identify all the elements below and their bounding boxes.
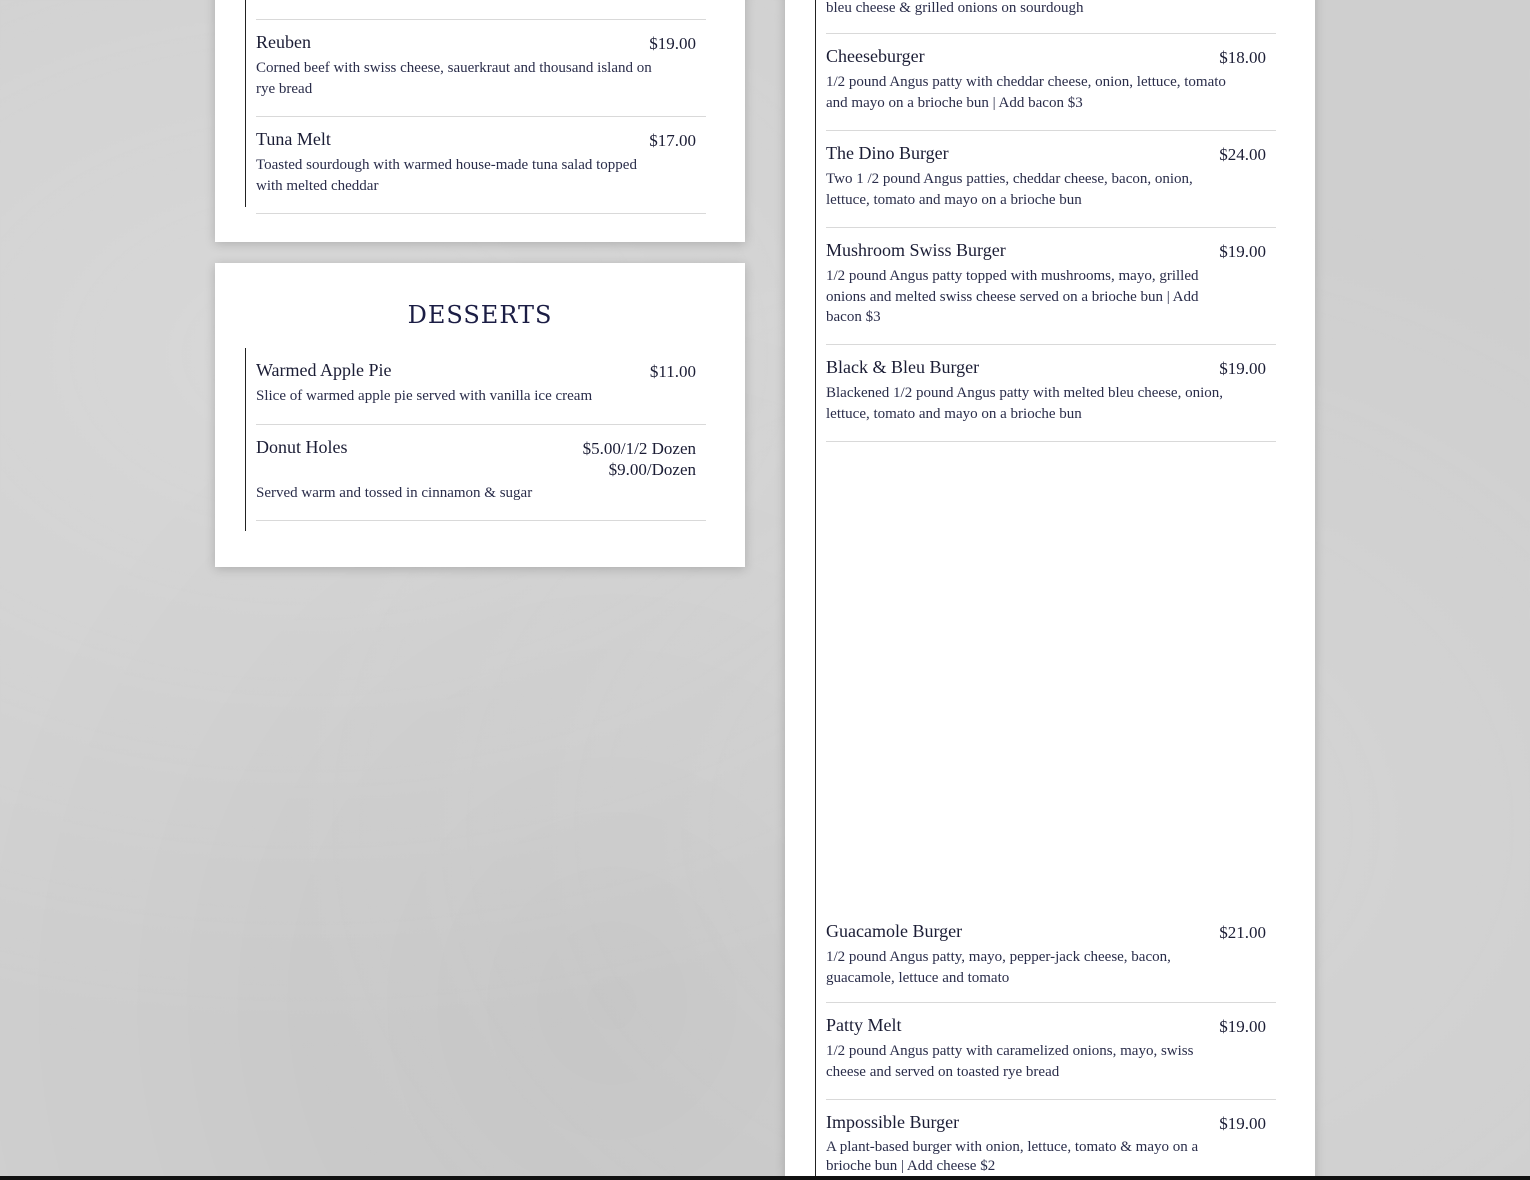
item-price: $19.00 <box>1219 359 1266 378</box>
item-description: 1/2 pound Angus patty with cheddar cheese, onion, lettuce, tomato and mayo on a brioche bun | Add bacon $3 <box>826 74 1226 111</box>
menu-item-warmed-apple-pie <box>256 348 706 425</box>
menu-item-cheeseburger <box>826 34 1276 131</box>
burgers-card <box>785 0 1315 1180</box>
menu-item-dino-burger <box>826 131 1276 228</box>
menu-item-reuben <box>256 20 706 117</box>
item-name: Reuben <box>256 32 311 52</box>
item-name: Cheeseburger <box>826 46 925 66</box>
item-price: $24.00 <box>1219 145 1266 164</box>
list-item-cut <box>256 0 706 20</box>
menu-item-impossible-burger <box>826 1100 1276 1180</box>
item-price <box>583 438 696 480</box>
item-price: $17.00 <box>649 131 696 150</box>
item-price: $19.00 <box>1219 242 1266 261</box>
blank-space <box>826 442 1276 919</box>
item-description: bleu cheese & grilled onions on sourdough <box>826 0 1084 16</box>
menu-item-patty-melt <box>826 1003 1276 1100</box>
desserts-item-list <box>245 348 706 531</box>
item-name: The Dino Burger <box>826 143 949 163</box>
item-price-dozen: $9.00/Dozen <box>608 460 696 479</box>
desserts-card <box>215 263 745 567</box>
item-price: $21.00 <box>1219 923 1266 942</box>
item-name: Tuna Melt <box>256 129 331 149</box>
item-name: Donut Holes <box>256 437 348 457</box>
menu-item-donut-holes <box>256 425 706 521</box>
sandwiches-item-list <box>245 0 706 207</box>
menu-item-black-bleu-burger <box>826 345 1276 442</box>
burgers-item-list <box>815 0 1276 1180</box>
item-description: Toasted sourdough with warmed house-made tuna salad topped with melted cheddar <box>256 157 637 194</box>
item-description: 1/2 pound Angus patty with caramelized onions, mayo, swiss cheese and served on toasted rye bread <box>826 1043 1194 1080</box>
item-description: A plant-based burger with onion, lettuce, tomato & mayo on a brioche bun | Add cheese $2 <box>826 1139 1199 1174</box>
item-description: Slice of warmed apple pie served with vanilla ice cream <box>256 388 593 404</box>
item-description: Two 1 /2 pound Angus patties, cheddar cheese, bacon, onion, lettuce, tomato and mayo on a brioche bun <box>826 171 1193 208</box>
list-item-cut <box>826 0 1276 34</box>
item-description: Corned beef with swiss cheese, sauerkraut and thousand island on rye bread <box>256 60 652 97</box>
item-name: Mushroom Swiss Burger <box>826 240 1006 260</box>
section-title-desserts: DESSERTS <box>407 301 553 329</box>
window-bottom-edge <box>0 1176 1530 1180</box>
item-name: Patty Melt <box>826 1015 902 1035</box>
item-price: $19.00 <box>649 34 696 53</box>
menu-item-tuna-melt <box>256 117 706 214</box>
item-description: 1/2 pound Angus patty, mayo, pepper-jack cheese, bacon, guacamole, lettuce and tomato <box>826 949 1171 986</box>
menu-item-guacamole-burger <box>826 919 1276 1003</box>
item-name: Warmed Apple Pie <box>256 360 392 380</box>
sandwiches-card <box>215 0 745 242</box>
item-price: $11.00 <box>649 362 696 381</box>
item-price: $19.00 <box>1219 1114 1266 1133</box>
menu-item-mushroom-swiss-burger <box>826 228 1276 345</box>
item-price-half-dozen: $5.00/1/2 Dozen <box>582 439 696 458</box>
item-description: Served warm and tossed in cinnamon & sugar <box>256 485 533 501</box>
item-description: Blackened 1/2 pound Angus patty with melted bleu cheese, onion, lettuce, tomato and mayo on a brioche bun <box>826 385 1224 422</box>
item-price: $18.00 <box>1219 48 1266 67</box>
item-name: Guacamole Burger <box>826 921 963 941</box>
item-description: 1/2 pound Angus patty topped with mushrooms, mayo, grilled onions and melted swiss cheese served on a brioche bun | Add bacon $3 <box>826 268 1199 325</box>
item-name: Black & Bleu Burger <box>826 357 980 377</box>
item-name: Impossible Burger <box>826 1112 960 1132</box>
item-price: $19.00 <box>1219 1017 1266 1036</box>
